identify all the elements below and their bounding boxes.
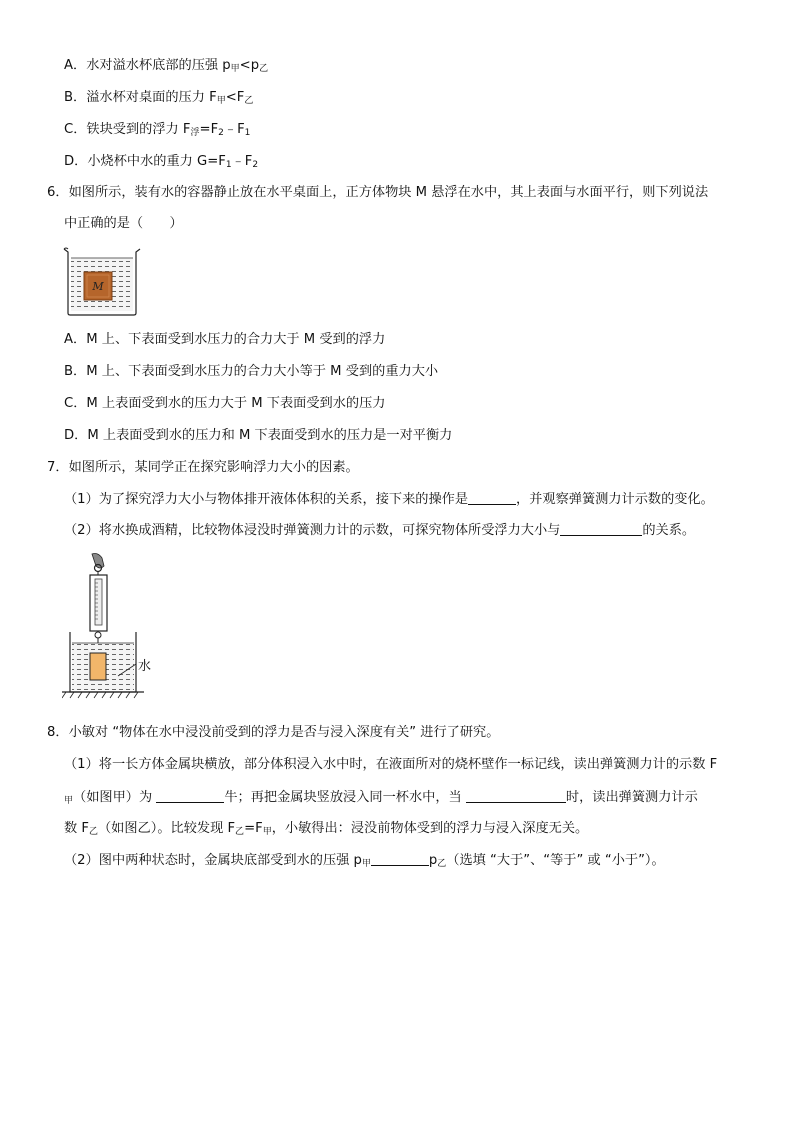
q8-l3-d: ，小敏得出：浸没前物体受到的浮力与浸入深度无关。 — [271, 821, 589, 836]
q5-c-mid2: ﹣F — [223, 122, 245, 137]
q8-l4-b: （选填 “大于”、“等于” 或 “小于”）。 — [446, 853, 665, 868]
q5-d-mid: ﹣F — [231, 154, 253, 169]
q5-d-sub1: 1 — [225, 160, 232, 170]
q8-part1-line2 — [64, 789, 698, 810]
q7-part2 — [64, 522, 695, 540]
q8-l3-c: =F — [244, 821, 263, 836]
q5-a-sub1: 甲 — [230, 64, 240, 74]
q8-l3-sub3: 甲 — [262, 827, 272, 837]
q7-part2-text-b: 的关系。 — [642, 523, 696, 538]
q7-part2-text-a: （2）将水换成酒精，比较物体浸没时弹簧测力计的示数，可探究物体所受浮力大小与 — [64, 523, 561, 538]
q5-b-sub1: 甲 — [216, 96, 226, 106]
water-label: 水 — [138, 659, 152, 674]
q5-d-text: D．小烧杯中水的重力 G=F — [64, 154, 226, 169]
q6-stem-line2: 中正确的是（ ） — [64, 216, 183, 231]
q7-part1-text-b: ，并观察弹簧测力计示数的变化。 — [516, 492, 714, 507]
q7-part2-blank[interactable] — [560, 522, 642, 536]
q8-l4-sub1: 甲 — [361, 859, 371, 869]
q8-condition-blank[interactable] — [466, 789, 566, 803]
q7-stem: 7．如图所示，某同学正在探究影响浮力大小的因素。 — [47, 460, 359, 475]
q8-l3-b: （如图乙）。比较发现 F — [97, 821, 236, 836]
q5-a-sub2: 乙 — [259, 64, 269, 74]
q8-l2-text-d: 时，读出弹簧测力计示 — [565, 790, 698, 805]
q8-l3-a: 数 F — [64, 821, 89, 836]
q6-option-c: C．M 上表面受到水的压力大于 M 下表面受到水的压力 — [64, 396, 386, 411]
q8-pressure-blank[interactable] — [371, 852, 429, 866]
q5-c-sub2: 2 — [218, 128, 224, 138]
q5-c-sub3: 1 — [244, 128, 251, 138]
q7-part1-blank[interactable] — [468, 491, 516, 505]
q7-part1 — [64, 491, 714, 509]
q8-l4-p: p — [428, 853, 438, 868]
q8-l2-text-b: （如图甲）为 — [73, 790, 157, 805]
q8-part1-line3 — [64, 820, 588, 841]
q5-b-text: B．溢水杯对桌面的压力 F — [64, 90, 217, 105]
q5-a-text: A．水对溢水杯底部的压强 p — [64, 58, 231, 73]
q6-option-a: A．M 上、下表面受到水压力的合力大于 M 受到的浮力 — [64, 332, 386, 347]
q6-stem-line1: 6．如图所示，装有水的容器静止放在水平桌面上，正方体物块 M 悬浮在水中，其上表面与水面平行，则下列说法 — [47, 185, 709, 200]
q8-newton-blank[interactable] — [156, 789, 224, 803]
q7-part1-text-a: （1）为了探究浮力大小与物体排开液体体积的关系，接下来的操作是 — [64, 492, 469, 507]
q5-c-mid: =F — [199, 122, 219, 137]
q5-d-sub2: 2 — [252, 160, 259, 170]
q8-sub-jia: 甲 — [64, 796, 74, 806]
q5-b-mid: <F — [225, 90, 245, 105]
q8-part1-line1: （1）将一长方体金属块横放，部分体积浸入水中时，在液面所对的烧杯壁作一标记线，读出弹簧测力计的示数 F — [64, 757, 718, 772]
q8-part2 — [64, 852, 665, 873]
q5-a-mid: <p — [239, 58, 260, 73]
q6-option-b: B．M 上、下表面受到水压力的合力大小等于 M 受到的重力大小 — [64, 364, 439, 379]
q6-option-d: D．M 上表面受到水的压力和 M 下表面受到水的压力是一对平衡力 — [64, 428, 453, 443]
q8-l2-text-c: 牛；再把金属块竖放浸入同一杯水中，当 — [224, 790, 466, 805]
q5-c-sub1: 浮 — [190, 128, 200, 138]
q5-c-text: C．铁块受到的浮力 F — [64, 122, 191, 137]
spring-scale-figure — [62, 552, 162, 704]
q5-option-c — [64, 121, 250, 142]
beaker-cube-figure — [62, 244, 142, 316]
q8-l4-sub2: 乙 — [437, 859, 447, 869]
q5-option-a — [64, 57, 268, 78]
q5-option-b — [64, 89, 253, 110]
q8-stem: 8．小敏对 “物体在水中浸没前受到的浮力是否与浸入深度有关” 进行了研究。 — [47, 725, 500, 740]
q5-b-sub2: 乙 — [244, 96, 254, 106]
cube-label: M — [92, 280, 104, 293]
q8-l4-a: （2）图中两种状态时，金属块底部受到水的压强 p — [64, 853, 362, 868]
q8-l3-sub2: 乙 — [235, 827, 245, 837]
q5-option-d — [64, 153, 258, 174]
q8-l3-sub1: 乙 — [88, 827, 98, 837]
